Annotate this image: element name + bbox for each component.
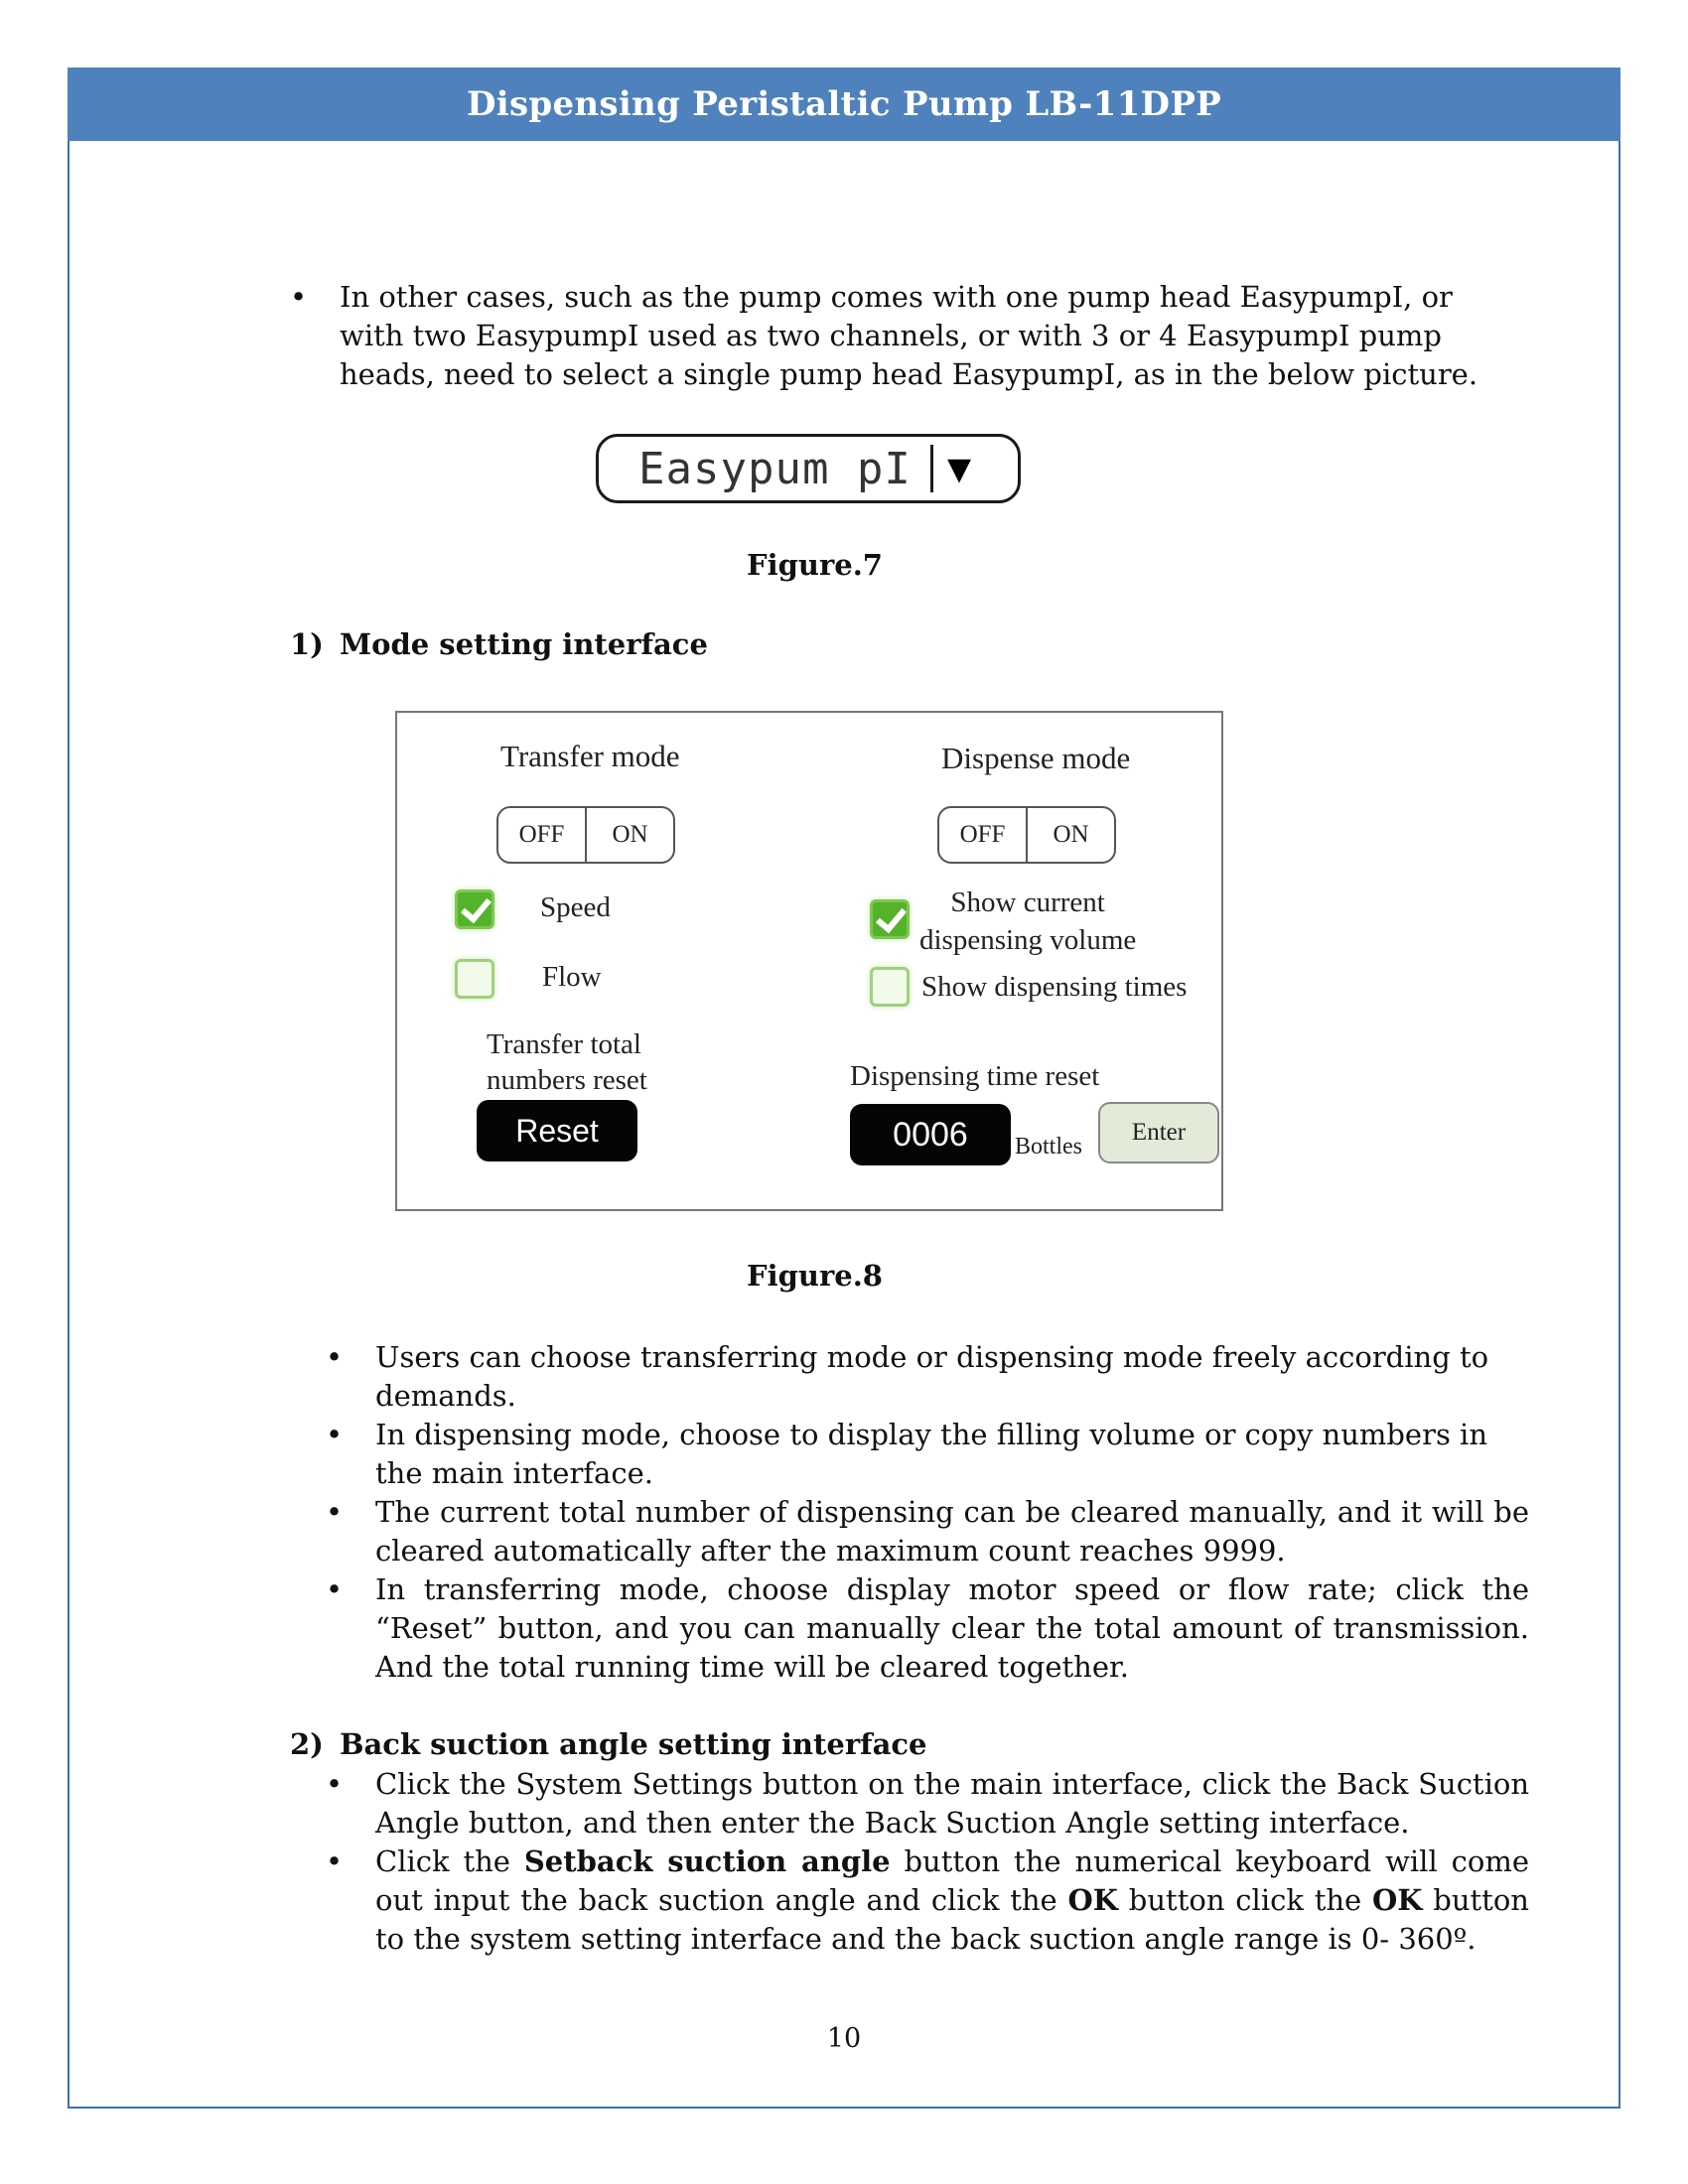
header-title: Dispensing Peristaltic Pump LB-11DPP — [466, 84, 1222, 124]
list-item-text: In dispensing mode, choose to display the filling volume or copy numbers in the main interface. — [375, 1418, 1488, 1490]
list-item-text — [375, 1843, 1529, 1959]
transfer-toggle-on[interactable]: ON — [585, 808, 673, 862]
pump-head-dropdown[interactable] — [596, 434, 1021, 503]
bullet-dot: • — [326, 1340, 344, 1374]
list-item — [326, 1570, 1529, 1687]
list-item — [326, 1338, 1529, 1416]
speed-checkbox[interactable] — [455, 889, 494, 929]
section2-bullets — [326, 1765, 1529, 1959]
bullet-dot: • — [326, 1767, 344, 1801]
dispense-count-display[interactable]: 0006 — [850, 1104, 1011, 1165]
list-item — [326, 1493, 1529, 1570]
list-item-text: Users can choose transferring mode or dispensing mode freely according to demands. — [375, 1340, 1489, 1413]
dispense-mode-toggle[interactable] — [937, 806, 1116, 864]
section1-bullets — [326, 1338, 1529, 1687]
dispense-toggle-on[interactable]: ON — [1026, 808, 1114, 862]
intro-bullet-text: In other cases, such as the pump comes with one pump head EasypumpI, or with two EasypumpI used as two channels, or with 3 or 4 EasypumpI pump heads, need to select a single pump head EasypumpI, as in the below picture. — [340, 280, 1478, 391]
dropdown-value: Easypum pI — [638, 443, 912, 494]
list-item — [326, 1843, 1529, 1959]
section1-number: 1) — [290, 627, 324, 661]
mode-setting-panel — [395, 711, 1223, 1211]
triangle-down-icon[interactable]: ▼ — [947, 446, 972, 491]
show-volume-label — [919, 884, 1136, 959]
figure8-caption: Figure.8 — [747, 1259, 883, 1293]
section2-number: 2) — [290, 1727, 324, 1761]
transfer-mode-title: Transfer mode — [500, 739, 680, 773]
transfer-reset-label — [487, 1026, 647, 1098]
flow-checkbox[interactable] — [455, 959, 494, 999]
transfer-toggle-off[interactable]: OFF — [518, 821, 565, 848]
list-item-text: In transferring mode, choose display motor speed or flow rate; click the “Reset” button, and you can manually clear the total amount of transmission. And the total running time will be cleared together. — [375, 1572, 1529, 1684]
dispense-mode-title: Dispense mode — [941, 741, 1131, 775]
list-item — [326, 1765, 1529, 1843]
text-run: button click the — [1118, 1883, 1373, 1917]
reset-button[interactable]: Reset — [477, 1100, 637, 1161]
show-times-label: Show dispensing times — [921, 971, 1188, 1003]
setback-suction-angle-term: Setback suction angle — [523, 1844, 891, 1878]
ok-term: OK — [1372, 1883, 1423, 1917]
intro-bullet — [290, 278, 1511, 394]
ok-term: OK — [1067, 1883, 1118, 1917]
show-volume-label-line1: Show current — [950, 887, 1105, 918]
header-band — [68, 68, 1620, 141]
figure7-caption: Figure.7 — [747, 548, 883, 582]
text-run: button the numerical keyboard will come out input the back suction angle and click the — [375, 1844, 1529, 1917]
section1-title: Mode setting interface — [340, 627, 708, 661]
bullet-dot: • — [326, 1572, 344, 1606]
bottles-unit-label: Bottles — [1015, 1134, 1083, 1160]
section2-title: Back suction angle setting interface — [340, 1727, 927, 1761]
page-number: 10 — [826, 2023, 862, 2054]
transfer-reset-label-line2: numbers reset — [487, 1064, 647, 1096]
bullet-dot: • — [290, 280, 308, 314]
transfer-reset-label-line1: Transfer total — [487, 1028, 641, 1060]
flow-label: Flow — [542, 961, 602, 993]
bullet-dot: • — [326, 1844, 344, 1878]
text-run: Click the — [375, 1844, 524, 1878]
show-volume-checkbox[interactable] — [870, 899, 910, 939]
show-times-checkbox[interactable] — [870, 967, 910, 1007]
section1-heading — [290, 627, 708, 661]
dispense-toggle-off[interactable]: OFF — [959, 821, 1006, 848]
dropdown-separator — [930, 445, 933, 492]
enter-button[interactable]: Enter — [1098, 1102, 1219, 1163]
list-item-text: The current total number of dispensing can be cleared manually, and it will be cleared automatically after the maximum count reaches 9999. — [375, 1495, 1529, 1568]
section2-heading — [290, 1727, 927, 1761]
list-item — [326, 1416, 1529, 1493]
transfer-mode-toggle[interactable] — [496, 806, 675, 864]
bullet-dot: • — [326, 1495, 344, 1529]
speed-label: Speed — [540, 891, 611, 923]
text-run: button to the system setting interface and the back suction angle range is 0- 360º. — [375, 1883, 1529, 1956]
show-volume-label-line2: dispensing volume — [919, 924, 1137, 956]
bullet-dot: • — [326, 1418, 344, 1451]
list-item-text: Click the System Settings button on the main interface, click the Back Suction Angle button, and then enter the Back Suction Angle setting interface. — [375, 1767, 1529, 1840]
dispense-reset-label: Dispensing time reset — [850, 1060, 1100, 1092]
